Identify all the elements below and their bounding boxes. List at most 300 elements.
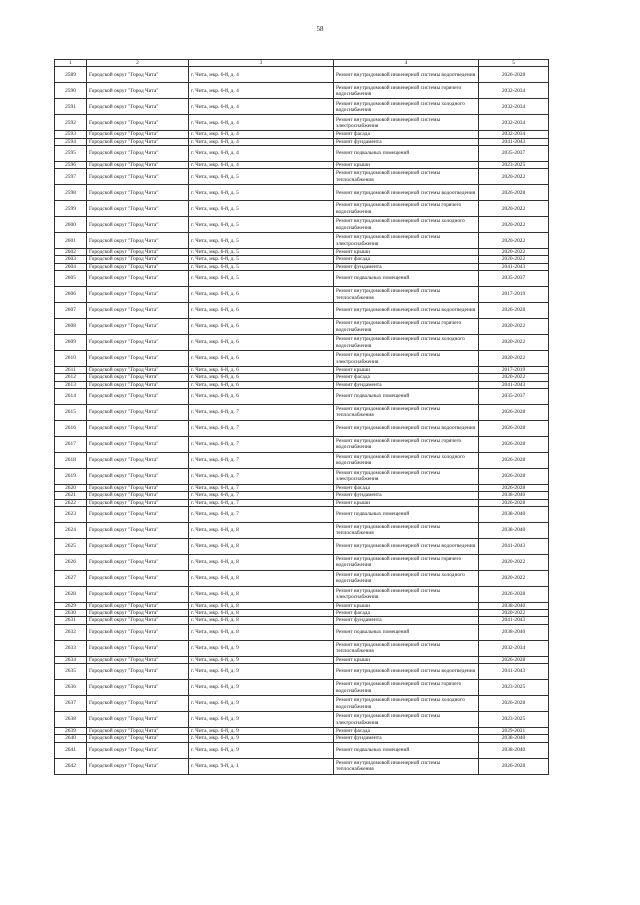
row-number-cell: 2624 [55, 522, 87, 538]
municipality-cell: Городской округ "Город Чита" [87, 484, 189, 491]
table-row [55, 602, 549, 609]
table-row [55, 554, 549, 570]
table-body [55, 67, 549, 774]
row-number-cell: 2590 [55, 83, 87, 99]
municipality-cell: Городской округ "Город Чита" [87, 185, 189, 201]
table-row [55, 161, 549, 168]
row-number-cell: 2627 [55, 570, 87, 586]
work-type-cell: Ремонт фундамента [334, 617, 479, 624]
table-row [55, 83, 549, 99]
municipality-cell: Городской округ "Город Чита" [87, 138, 189, 145]
municipality-cell: Городской округ "Город Чита" [87, 468, 189, 484]
municipality-cell: Городской округ "Город Чита" [87, 256, 189, 263]
period-cell: 2041-2043 [479, 263, 549, 270]
row-number-cell: 2592 [55, 115, 87, 131]
municipality-cell: Городской округ "Город Чита" [87, 742, 189, 758]
work-type-cell: Ремонт внутридомовой инженерной системы горячего водоснабжения [334, 554, 479, 570]
table-row [55, 735, 549, 742]
municipality-cell: Городской округ "Город Чита" [87, 586, 189, 602]
address-cell: г. Чита, мкр. 6-й, д. 6 [189, 388, 334, 404]
period-cell: 2029-2031 [479, 728, 549, 735]
municipality-cell: Городской округ "Город Чита" [87, 249, 189, 256]
period-cell: 2032-2034 [479, 83, 549, 99]
period-cell: 2026-2028 [479, 696, 549, 712]
municipality-cell: Городской округ "Город Чита" [87, 99, 189, 115]
table-row [55, 335, 549, 351]
table-row [55, 131, 549, 138]
row-number-cell: 2630 [55, 610, 87, 617]
row-number-cell: 2632 [55, 624, 87, 640]
address-cell: г. Чита, мкр. 6-й, д. 7 [189, 468, 334, 484]
table-row [55, 758, 549, 774]
period-cell: 2041-2043 [479, 617, 549, 624]
municipality-cell: Городской округ "Город Чита" [87, 169, 189, 185]
table-row [55, 696, 549, 712]
period-cell: 2020-2022 [479, 201, 549, 217]
table-row [55, 201, 549, 217]
column-number-3: 3 [189, 60, 334, 67]
row-number-cell: 2609 [55, 335, 87, 351]
table-row [55, 420, 549, 436]
municipality-cell: Городской округ "Город Чита" [87, 303, 189, 319]
municipality-cell: Городской округ "Город Чита" [87, 161, 189, 168]
work-type-cell: Ремонт внутридомовой инженерной системы водоотведения [334, 185, 479, 201]
table-row [55, 169, 549, 185]
row-number-cell: 2618 [55, 452, 87, 468]
work-type-cell: Ремонт фундамента [334, 381, 479, 388]
address-cell: г. Чита, мкр. 6-й, д. 5 [189, 185, 334, 201]
work-type-cell: Ремонт внутридомовой инженерной системы электроснабжения [334, 586, 479, 602]
period-cell: 2020-2022 [479, 217, 549, 233]
row-number-cell: 2620 [55, 484, 87, 491]
period-cell: 2023-2025 [479, 712, 549, 728]
municipality-cell: Городской округ "Город Чита" [87, 735, 189, 742]
row-number-cell: 2623 [55, 506, 87, 522]
row-number-cell: 2629 [55, 602, 87, 609]
period-cell: 2020-2022 [479, 554, 549, 570]
table-row [55, 381, 549, 388]
address-cell: г. Чита, мкр. 6-й, д. 5 [189, 217, 334, 233]
period-cell: 2032-2034 [479, 115, 549, 131]
municipality-cell: Городской округ "Город Чита" [87, 351, 189, 367]
municipality-cell: Городской округ "Город Чита" [87, 554, 189, 570]
municipality-cell: Городской округ "Город Чита" [87, 696, 189, 712]
table-row [55, 351, 549, 367]
municipality-cell: Городской округ "Город Чита" [87, 374, 189, 381]
row-number-cell: 2615 [55, 404, 87, 420]
municipality-cell: Городской округ "Город Чита" [87, 388, 189, 404]
table-row [55, 664, 549, 680]
period-cell: 2026-2028 [479, 436, 549, 452]
row-number-cell: 2596 [55, 161, 87, 168]
table-row [55, 492, 549, 499]
municipality-cell: Городской округ "Город Чита" [87, 420, 189, 436]
row-number-cell: 2605 [55, 271, 87, 287]
period-cell: 2026-2028 [479, 404, 549, 420]
row-number-cell: 2606 [55, 287, 87, 303]
period-cell: 2032-2034 [479, 99, 549, 115]
row-number-cell: 2634 [55, 656, 87, 663]
work-type-cell: Ремонт внутридомовой инженерной системы теплоснабжения [334, 640, 479, 656]
work-type-cell: Ремонт фасада [334, 131, 479, 138]
address-cell: г. Чита, мкр. 6-й, д. 6 [189, 319, 334, 335]
row-number-cell: 2635 [55, 664, 87, 680]
period-cell: 2035-2037 [479, 145, 549, 161]
work-type-cell: Ремонт внутридомовой инженерной системы горячего водоснабжения [334, 680, 479, 696]
municipality-cell: Городской округ "Город Чита" [87, 492, 189, 499]
period-cell: 2035-2037 [479, 388, 549, 404]
table-row [55, 263, 549, 270]
address-cell: г. Чита, мкр. 6-й, д. 4 [189, 138, 334, 145]
address-cell: г. Чита, мкр. 6-й, д. 9 [189, 656, 334, 663]
address-cell: г. Чита, мкр. 6-й, д. 4 [189, 161, 334, 168]
row-number-cell: 2597 [55, 169, 87, 185]
table-row [55, 319, 549, 335]
period-cell: 2026-2028 [479, 468, 549, 484]
address-cell: г. Чита, мкр. 6-й, д. 7 [189, 452, 334, 468]
work-type-cell: Ремонт внутридомовой инженерной системы водоотведения [334, 67, 479, 83]
period-cell: 2020-2022 [479, 249, 549, 256]
work-type-cell: Ремонт подвальных помещений [334, 145, 479, 161]
period-cell: 2023-2025 [479, 161, 549, 168]
row-number-cell: 2631 [55, 617, 87, 624]
period-cell: 2020-2022 [479, 374, 549, 381]
period-cell: 2026-2028 [479, 758, 549, 774]
address-cell: г. Чита, мкр. 6-й, д. 9 [189, 640, 334, 656]
work-type-cell: Ремонт подвальных помещений [334, 742, 479, 758]
work-type-cell: Ремонт внутридомовой инженерной системы электроснабжения [334, 115, 479, 131]
row-number-cell: 2628 [55, 586, 87, 602]
table-row [55, 570, 549, 586]
page-number: 58 [316, 25, 324, 33]
work-type-cell: Ремонт крыши [334, 656, 479, 663]
address-cell: г. Чита, мкр. 6-й, д. 8 [189, 602, 334, 609]
period-cell: 2020-2022 [479, 319, 549, 335]
period-cell: 2026-2028 [479, 586, 549, 602]
municipality-cell: Городской округ "Город Чита" [87, 367, 189, 374]
table-row [55, 742, 549, 758]
table-row [55, 586, 549, 602]
address-cell: г. Чита, мкр. 6-й, д. 8 [189, 538, 334, 554]
row-number-cell: 2599 [55, 201, 87, 217]
period-cell: 2041-2043 [479, 381, 549, 388]
row-number-cell: 2640 [55, 735, 87, 742]
period-cell: 2017-2019 [479, 367, 549, 374]
column-number-4: 4 [334, 60, 479, 67]
address-cell: г. Чита, мкр. 6-й, д. 7 [189, 404, 334, 420]
address-cell: г. Чита, мкр. 6-й, д. 4 [189, 83, 334, 99]
municipality-cell: Городской округ "Город Чита" [87, 201, 189, 217]
municipality-cell: Городской округ "Город Чита" [87, 728, 189, 735]
column-number-row [55, 60, 549, 67]
row-number-cell: 2622 [55, 499, 87, 506]
table-row [55, 624, 549, 640]
work-type-cell: Ремонт фундамента [334, 735, 479, 742]
table-row [55, 610, 549, 617]
work-type-cell: Ремонт внутридомовой инженерной системы электроснабжения [334, 233, 479, 249]
period-cell: 2020-2022 [479, 335, 549, 351]
municipality-cell: Городской округ "Город Чита" [87, 436, 189, 452]
address-cell: г. Чита, мкр. 6-й, д. 6 [189, 374, 334, 381]
period-cell: 2038-2040 [479, 492, 549, 499]
table-row [55, 138, 549, 145]
address-cell: г. Чита, мкр. 9-й, д. 1 [189, 758, 334, 774]
address-cell: г. Чита, мкр. 6-й, д. 5 [189, 249, 334, 256]
municipality-cell: Городской округ "Город Чита" [87, 656, 189, 663]
address-cell: г. Чита, мкр. 6-й, д. 9 [189, 742, 334, 758]
work-type-cell: Ремонт внутридомовой инженерной системы водоотведения [334, 664, 479, 680]
work-type-cell: Ремонт крыши [334, 249, 479, 256]
column-number-5: 5 [479, 60, 549, 67]
work-type-cell: Ремонт внутридомовой инженерной системы холодного водоснабжения [334, 570, 479, 586]
period-cell: 2020-2022 [479, 610, 549, 617]
address-cell: г. Чита, мкр. 6-й, д. 8 [189, 610, 334, 617]
table-row [55, 617, 549, 624]
period-cell: 2026-2028 [479, 656, 549, 663]
address-cell: г. Чита, мкр. 6-й, д. 7 [189, 499, 334, 506]
municipality-cell: Городской округ "Город Чита" [87, 758, 189, 774]
row-number-cell: 2616 [55, 420, 87, 436]
period-cell: 2020-2022 [479, 351, 549, 367]
work-type-cell: Ремонт внутридомовой инженерной системы водоотведения [334, 420, 479, 436]
work-type-cell: Ремонт внутридомовой инженерной системы теплоснабжения [334, 169, 479, 185]
table-row [55, 680, 549, 696]
work-type-cell: Ремонт фундамента [334, 138, 479, 145]
table-row [55, 388, 549, 404]
row-number-cell: 2595 [55, 145, 87, 161]
municipality-cell: Городской округ "Город Чита" [87, 145, 189, 161]
row-number-cell: 2607 [55, 303, 87, 319]
column-number-1: 1 [55, 60, 87, 67]
row-number-cell: 2638 [55, 712, 87, 728]
period-cell: 2038-2040 [479, 742, 549, 758]
work-type-cell: Ремонт внутридомовой инженерной системы горячего водоснабжения [334, 319, 479, 335]
table-row [55, 640, 549, 656]
work-schedule-table [54, 59, 549, 775]
municipality-cell: Городской округ "Город Чита" [87, 624, 189, 640]
table-row [55, 256, 549, 263]
row-number-cell: 2614 [55, 388, 87, 404]
work-type-cell: Ремонт подвальных помещений [334, 388, 479, 404]
work-type-cell: Ремонт фасада [334, 610, 479, 617]
table-row [55, 217, 549, 233]
table-row [55, 468, 549, 484]
row-number-cell: 2625 [55, 538, 87, 554]
period-cell: 2041-2043 [479, 138, 549, 145]
period-cell: 2020-2022 [479, 570, 549, 586]
municipality-cell: Городской округ "Город Чита" [87, 404, 189, 420]
address-cell: г. Чита, мкр. 6-й, д. 6 [189, 335, 334, 351]
table-row [55, 712, 549, 728]
table-row [55, 538, 549, 554]
municipality-cell: Городской округ "Город Чита" [87, 610, 189, 617]
row-number-cell: 2603 [55, 256, 87, 263]
municipality-cell: Городской округ "Город Чита" [87, 131, 189, 138]
table-row [55, 145, 549, 161]
table-row [55, 185, 549, 201]
work-type-cell: Ремонт внутридомовой инженерной системы горячего водоснабжения [334, 83, 479, 99]
work-type-cell: Ремонт внутридомовой инженерной системы электроснабжения [334, 351, 479, 367]
municipality-cell: Городской округ "Город Чита" [87, 712, 189, 728]
address-cell: г. Чита, мкр. 6-й, д. 6 [189, 381, 334, 388]
address-cell: г. Чита, мкр. 6-й, д. 8 [189, 554, 334, 570]
work-type-cell: Ремонт внутридомовой инженерной системы водоотведения [334, 303, 479, 319]
period-cell: 2026-2028 [479, 484, 549, 491]
table-row [55, 233, 549, 249]
municipality-cell: Городской округ "Город Чита" [87, 680, 189, 696]
work-type-cell: Ремонт фундамента [334, 492, 479, 499]
table-row [55, 522, 549, 538]
work-type-cell: Ремонт внутридомовой инженерной системы горячего водоснабжения [334, 436, 479, 452]
period-cell: 2038-2040 [479, 506, 549, 522]
municipality-cell: Городской округ "Город Чита" [87, 499, 189, 506]
work-type-cell: Ремонт крыши [334, 499, 479, 506]
address-cell: г. Чита, мкр. 6-й, д. 8 [189, 624, 334, 640]
address-cell: г. Чита, мкр. 6-й, д. 6 [189, 351, 334, 367]
address-cell: г. Чита, мкр. 6-й, д. 4 [189, 99, 334, 115]
work-type-cell: Ремонт внутридомовой инженерной системы холодного водоснабжения [334, 335, 479, 351]
row-number-cell: 2600 [55, 217, 87, 233]
row-number-cell: 2589 [55, 67, 87, 83]
municipality-cell: Городской округ "Город Чита" [87, 115, 189, 131]
work-type-cell: Ремонт внутридомовой инженерной системы холодного водоснабжения [334, 452, 479, 468]
work-type-cell: Ремонт фасада [334, 256, 479, 263]
row-number-cell: 2619 [55, 468, 87, 484]
row-number-cell: 2617 [55, 436, 87, 452]
municipality-cell: Городской округ "Город Чита" [87, 617, 189, 624]
work-type-cell: Ремонт внутридомовой инженерной системы холодного водоснабжения [334, 99, 479, 115]
row-number-cell: 2637 [55, 696, 87, 712]
work-type-cell: Ремонт внутридомовой инженерной системы электроснабжения [334, 468, 479, 484]
municipality-cell: Городской округ "Город Чита" [87, 664, 189, 680]
row-number-cell: 2598 [55, 185, 87, 201]
row-number-cell: 2602 [55, 249, 87, 256]
row-number-cell: 2636 [55, 680, 87, 696]
period-cell: 2041-2043 [479, 664, 549, 680]
row-number-cell: 2601 [55, 233, 87, 249]
municipality-cell: Городской округ "Город Чита" [87, 83, 189, 99]
address-cell: г. Чита, мкр. 6-й, д. 7 [189, 492, 334, 499]
period-cell: 2038-2040 [479, 624, 549, 640]
work-type-cell: Ремонт внутридомовой инженерной системы водоотведения [334, 538, 479, 554]
municipality-cell: Городской округ "Город Чита" [87, 335, 189, 351]
municipality-cell: Городской округ "Город Чита" [87, 233, 189, 249]
address-cell: г. Чита, мкр. 6-й, д. 9 [189, 664, 334, 680]
work-type-cell: Ремонт крыши [334, 367, 479, 374]
address-cell: г. Чита, мкр. 6-й, д. 5 [189, 256, 334, 263]
row-number-cell: 2593 [55, 131, 87, 138]
period-cell: 2026-2028 [479, 499, 549, 506]
row-number-cell: 2611 [55, 367, 87, 374]
table-row [55, 656, 549, 663]
table-row [55, 271, 549, 287]
period-cell: 2026-2028 [479, 420, 549, 436]
municipality-cell: Городской округ "Город Чита" [87, 67, 189, 83]
municipality-cell: Городской округ "Город Чита" [87, 263, 189, 270]
period-cell: 2026-2028 [479, 303, 549, 319]
table-row [55, 67, 549, 83]
address-cell: г. Чита, мкр. 6-й, д. 9 [189, 680, 334, 696]
work-type-cell: Ремонт внутридомовой инженерной системы электроснабжения [334, 712, 479, 728]
row-number-cell: 2610 [55, 351, 87, 367]
table-row [55, 728, 549, 735]
work-type-cell: Ремонт крыши [334, 161, 479, 168]
row-number-cell: 2612 [55, 374, 87, 381]
municipality-cell: Городской округ "Город Чита" [87, 271, 189, 287]
municipality-cell: Городской округ "Город Чита" [87, 287, 189, 303]
municipality-cell: Городской округ "Город Чита" [87, 538, 189, 554]
table-row [55, 99, 549, 115]
work-type-cell: Ремонт фасада [334, 374, 479, 381]
address-cell: г. Чита, мкр. 6-й, д. 8 [189, 570, 334, 586]
address-cell: г. Чита, мкр. 6-й, д. 9 [189, 712, 334, 728]
period-cell: 2035-2037 [479, 271, 549, 287]
work-type-cell: Ремонт внутридомовой инженерной системы теплоснабжения [334, 522, 479, 538]
municipality-cell: Городской округ "Город Чита" [87, 217, 189, 233]
address-cell: г. Чита, мкр. 6-й, д. 6 [189, 367, 334, 374]
work-type-cell: Ремонт фасада [334, 484, 479, 491]
address-cell: г. Чита, мкр. 6-й, д. 4 [189, 67, 334, 83]
address-cell: г. Чита, мкр. 6-й, д. 7 [189, 484, 334, 491]
period-cell: 2026-2028 [479, 452, 549, 468]
address-cell: г. Чита, мкр. 6-й, д. 4 [189, 115, 334, 131]
address-cell: г. Чита, мкр. 6-й, д. 5 [189, 233, 334, 249]
row-number-cell: 2621 [55, 492, 87, 499]
address-cell: г. Чита, мкр. 6-й, д. 7 [189, 420, 334, 436]
work-type-cell: Ремонт внутридомовой инженерной системы холодного водоснабжения [334, 696, 479, 712]
address-cell: г. Чита, мкр. 6-й, д. 8 [189, 586, 334, 602]
address-cell: г. Чита, мкр. 6-й, д. 8 [189, 522, 334, 538]
table-row [55, 499, 549, 506]
column-number-2: 2 [87, 60, 189, 67]
period-cell: 2038-2040 [479, 522, 549, 538]
address-cell: г. Чита, мкр. 6-й, д. 4 [189, 131, 334, 138]
table-row [55, 452, 549, 468]
row-number-cell: 2633 [55, 640, 87, 656]
municipality-cell: Городской округ "Город Чита" [87, 506, 189, 522]
period-cell: 2032-2034 [479, 131, 549, 138]
row-number-cell: 2594 [55, 138, 87, 145]
address-cell: г. Чита, мкр. 6-й, д. 7 [189, 436, 334, 452]
row-number-cell: 2604 [55, 263, 87, 270]
municipality-cell: Городской округ "Город Чита" [87, 319, 189, 335]
period-cell: 2026-2028 [479, 185, 549, 201]
municipality-cell: Городской округ "Город Чита" [87, 640, 189, 656]
table-row [55, 249, 549, 256]
work-type-cell: Ремонт внутридомовой инженерной системы горячего водоснабжения [334, 201, 479, 217]
address-cell: г. Чита, мкр. 6-й, д. 5 [189, 263, 334, 270]
work-type-cell: Ремонт внутридомовой инженерной системы холодного водоснабжения [334, 217, 479, 233]
municipality-cell: Городской округ "Город Чита" [87, 381, 189, 388]
municipality-cell: Городской округ "Город Чита" [87, 452, 189, 468]
period-cell: 2020-2022 [479, 256, 549, 263]
period-cell: 2038-2040 [479, 735, 549, 742]
table-row [55, 506, 549, 522]
municipality-cell: Городской округ "Город Чита" [87, 602, 189, 609]
address-cell: г. Чита, мкр. 6-й, д. 5 [189, 271, 334, 287]
work-type-cell: Ремонт подвальных помещений [334, 506, 479, 522]
period-cell: 2020-2022 [479, 169, 549, 185]
work-type-cell: Ремонт внутридомовой инженерной системы теплоснабжения [334, 404, 479, 420]
row-number-cell: 2608 [55, 319, 87, 335]
address-cell: г. Чита, мкр. 6-й, д. 9 [189, 696, 334, 712]
address-cell: г. Чита, мкр. 6-й, д. 5 [189, 169, 334, 185]
row-number-cell: 2639 [55, 728, 87, 735]
municipality-cell: Городской округ "Город Чита" [87, 570, 189, 586]
work-type-cell: Ремонт фасада [334, 728, 479, 735]
address-cell: г. Чита, мкр. 6-й, д. 5 [189, 201, 334, 217]
address-cell: г. Чита, мкр. 6-й, д. 7 [189, 506, 334, 522]
